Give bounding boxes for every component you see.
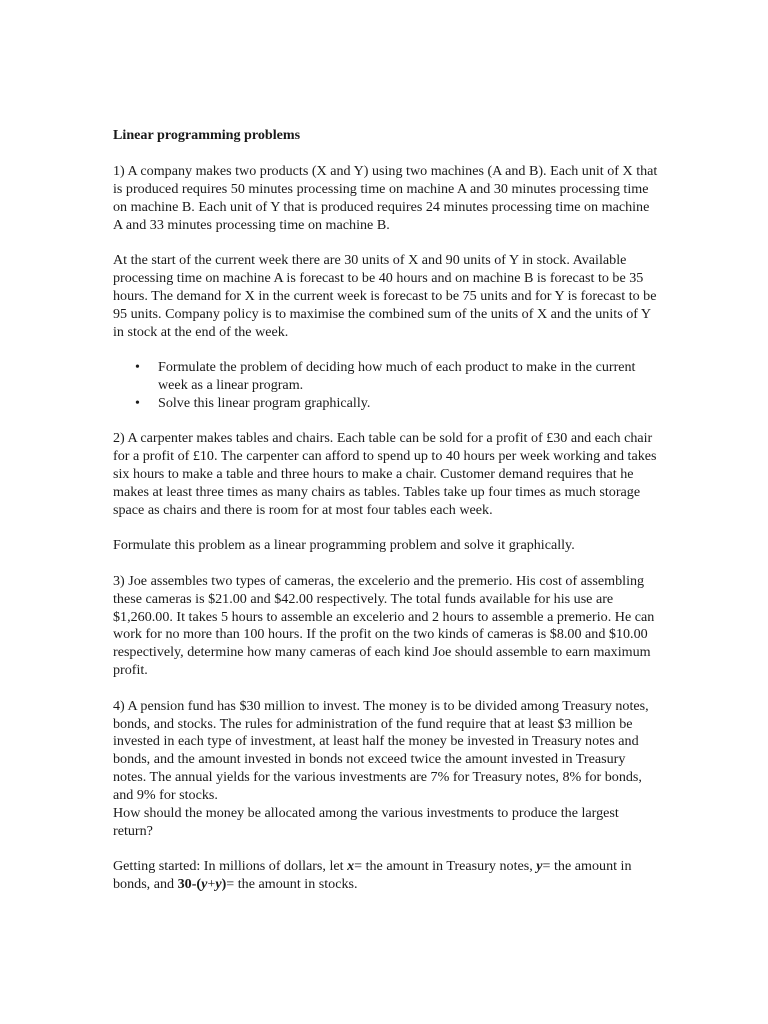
gs-text-2: = the amount in Treasury notes,: [354, 858, 537, 875]
document-title: Linear programming problems: [113, 127, 301, 143]
gs-expr-close: ): [221, 876, 227, 893]
gs-text-1: Getting started: In millions of dollars, let: [113, 858, 348, 875]
document-body: [113, 127, 658, 912]
q1-bullet-list: [113, 359, 658, 413]
gs-expr-plus: +: [207, 876, 216, 893]
q2-paragraph-1: 2) A carpenter makes tables and chairs. Each table can be sold for a profit of £30 and each chair for a profit of £10. The carpenter can afford to spend up to 40 hours per week working and takes six hours to make a table and three hours to make a chair. Customer demand requires that he makes at least three times as many chairs as tables. Tables take up four times as much storage space as chairs and there is room for at most four tables each week.: [113, 430, 657, 518]
q4-paragraph-2: How should the money be allocated among the various investments to produce the largest return?: [113, 805, 619, 839]
list-item: • Formulate the problem of deciding how much of each product to make in the current week as a linear program.: [158, 359, 658, 395]
gs-var-y: y: [536, 858, 543, 875]
q3-paragraph-1: 3) Joe assembles two types of cameras, the excelerio and the premerio. His cost of assembling these cameras is $21.00 and $42.00 respectively. The total funds available for his use are $1,260.00. It takes 5 hours to assemble an excelerio and 2 hours to assemble a premerio. He can work for no more than 100 hours. If the profit on the two kinds of cameras is $8.00 and $10.00 respectively, determine how many cameras of each kind Joe should assemble to earn maximum profit.: [113, 572, 655, 679]
q4-paragraph-1: 4) A pension fund has $30 million to invest. The money is to be divided among Treasury notes, bonds, and stocks. The rules for administration of the fund require that at least $3 million be invested in each type of investment, at least half the money be invested in Treasury notes and bonds, and the amount invested in bonds not exceed twice the amount invested in Treasury notes. The annual yields for the various investments are 7% for Treasury notes, 8% for bonds, and 9% for stocks.: [113, 697, 649, 804]
gs-var-x: x: [347, 858, 355, 875]
list-item: • Solve this linear program graphically.: [158, 395, 658, 413]
gs-expr-y2: y: [215, 876, 222, 893]
gs-text-3: = the amount in bonds, and: [113, 858, 632, 893]
q4-getting-started: [113, 858, 658, 894]
gs-expr-open: (: [196, 876, 202, 893]
gs-expr-y1: y: [201, 876, 208, 893]
gs-expr-num: 30-: [177, 876, 197, 893]
q2-paragraph-2: Formulate this problem as a linear programming problem and solve it graphically.: [113, 537, 575, 554]
q1-paragraph-2: At the start of the current week there are 30 units of X and 90 units of Y in stock. Available processing time on machine A is forecast to be 40 hours and on machine B is forecast to be 35 hours. The demand for X in the current week is forecast to be 75 units and for Y is forecast to be 95 units. Company policy is to maximise the combined sum of the units of X and the units of Y in stock at the end of the week.: [113, 252, 657, 340]
q1-paragraph-1: 1) A company makes two products (X and Y) using two machines (A and B). Each unit of X that is produced requires 50 minutes processing time on machine A and 30 minutes processing time on machine B. Each unit of Y that is produced requires 24 minutes processing time on machine A and 33 minutes processing time on machine B.: [113, 162, 658, 233]
gs-text-4: = the amount in stocks.: [226, 876, 358, 893]
